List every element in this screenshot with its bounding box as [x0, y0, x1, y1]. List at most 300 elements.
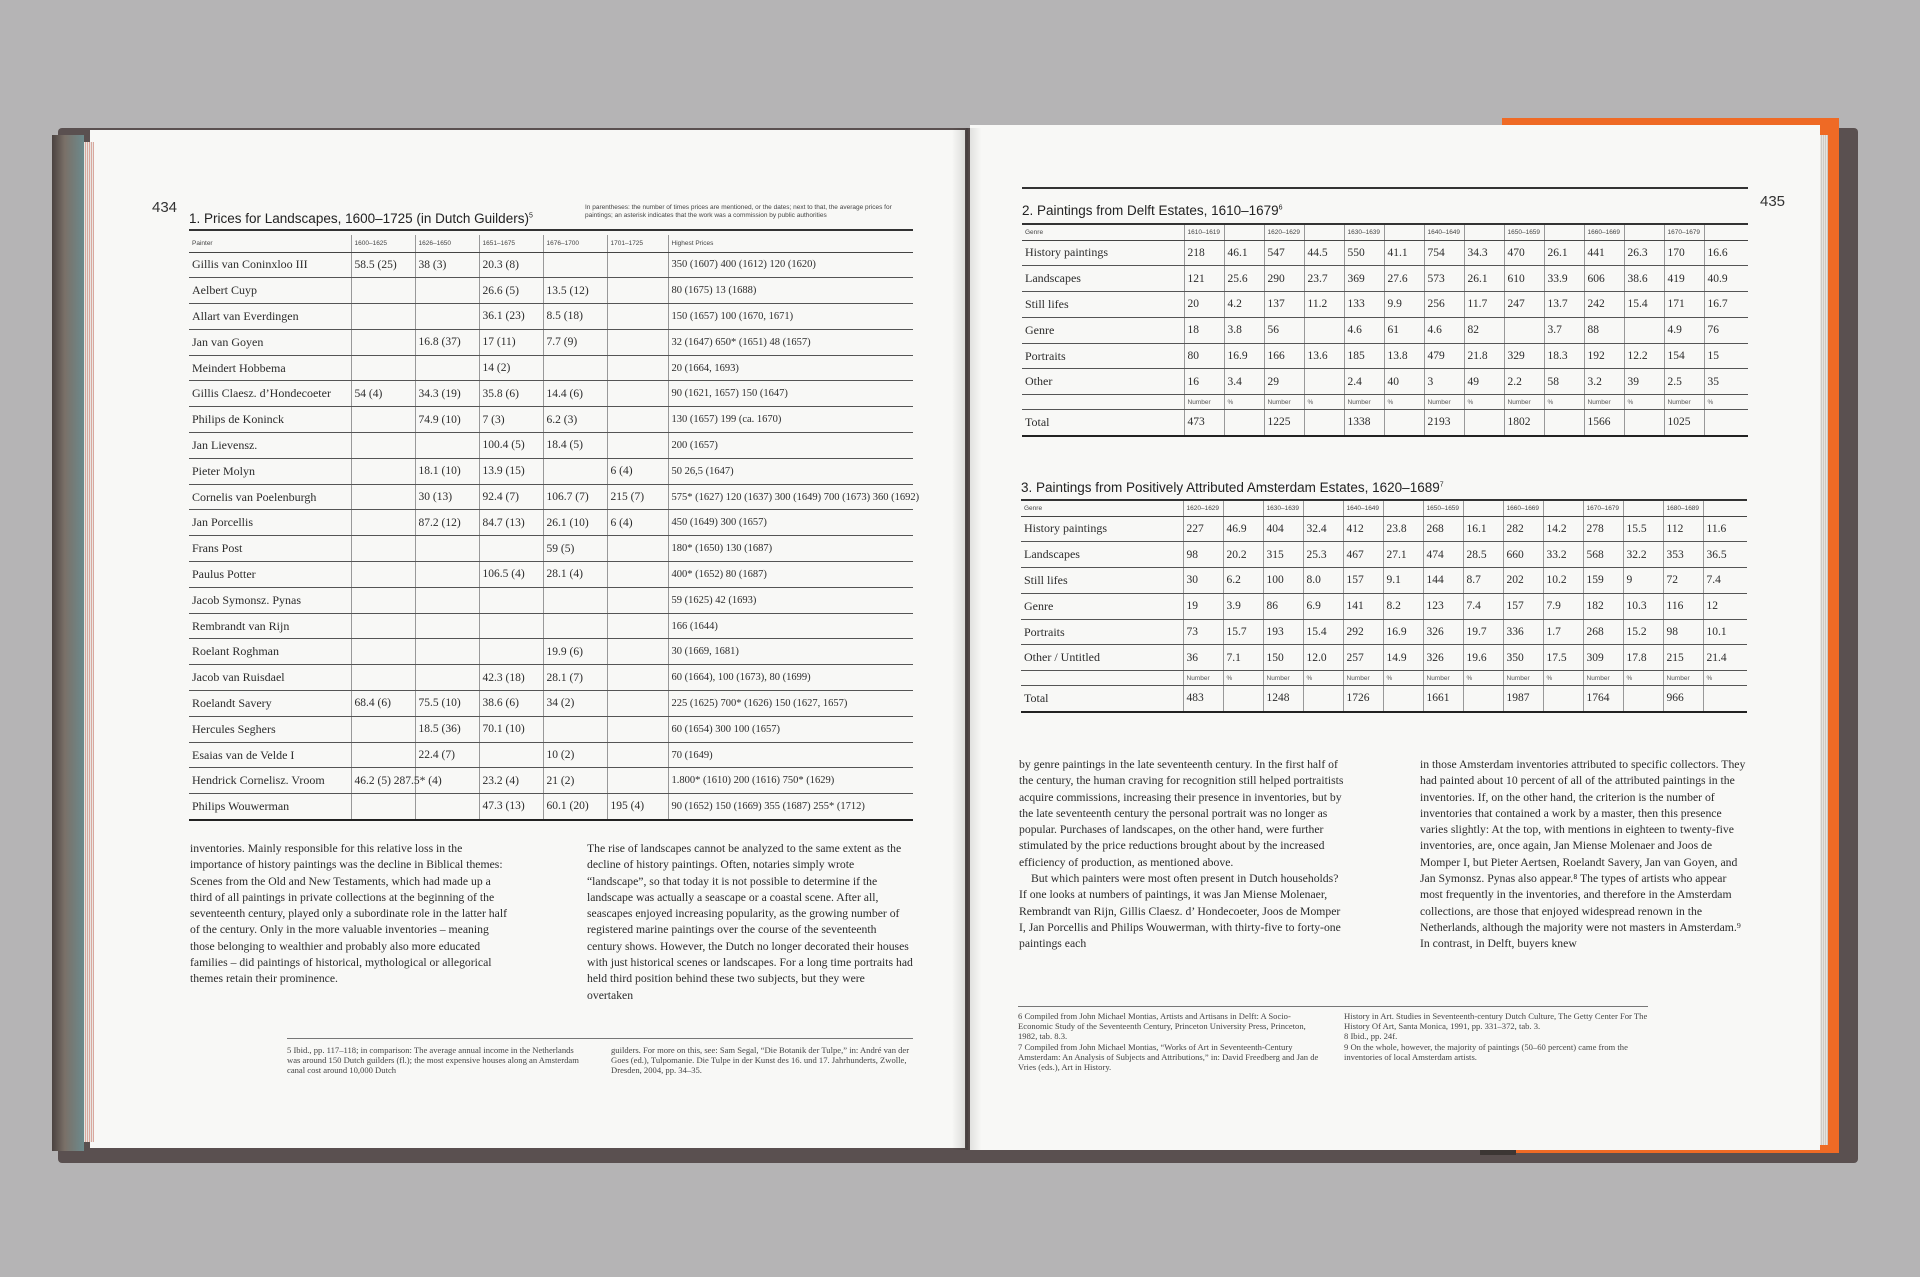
price-cell: [479, 613, 543, 639]
value-cell: [1504, 317, 1544, 343]
value-cell: 40.9: [1704, 266, 1748, 292]
genre-label: History paintings: [1022, 240, 1184, 266]
value-cell: 98: [1183, 542, 1223, 568]
value-cell: 353: [1663, 542, 1703, 568]
value-cell: 369: [1344, 266, 1384, 292]
value-cell: 547: [1264, 240, 1304, 266]
value-cell: 82: [1464, 317, 1504, 343]
value-cell: 112: [1663, 516, 1703, 542]
painter-name: Philips Wouwerman: [189, 794, 351, 820]
price-cell: 106.5 (4): [479, 562, 543, 588]
table-row: [1021, 619, 1747, 645]
price-cell: 28.1 (4): [543, 562, 607, 588]
price-cell: 58.5 (25): [351, 252, 415, 278]
painter-name: Hendrick Cornelisz. Vroom: [189, 768, 351, 794]
total-cell: 2193: [1424, 410, 1464, 436]
total-cell: 1338: [1344, 410, 1384, 436]
value-cell: 610: [1504, 266, 1544, 292]
painter-name: Hercules Seghers: [189, 716, 351, 742]
table2-col-header: 1630–1639: [1344, 225, 1384, 240]
price-cell: 19.9 (6): [543, 639, 607, 665]
value-cell: 2.4: [1344, 369, 1384, 395]
price-cell: [543, 252, 607, 278]
total-cell: 1225: [1264, 410, 1304, 436]
value-cell: 56: [1264, 317, 1304, 343]
price-cell: [351, 278, 415, 304]
unit-label: %: [1464, 395, 1504, 410]
total-row: [1021, 686, 1747, 712]
value-cell: 26.1: [1544, 240, 1584, 266]
table1-header-note: In parentheses: the number of times prices are mentioned, or the dates; next to that, the average prices for paintings; an asterisk indicates that the work was a commission by public authorities: [585, 204, 892, 219]
value-cell: 21.8: [1464, 343, 1504, 369]
value-cell: 16.1: [1463, 516, 1503, 542]
value-cell: 15.2: [1623, 619, 1663, 645]
value-cell: 1.7: [1543, 619, 1583, 645]
highest-prices-cell: 450 (1649) 300 (1657): [668, 510, 913, 536]
unit-label: %: [1384, 395, 1424, 410]
book-gutter: [952, 128, 982, 1150]
price-cell: [415, 639, 479, 665]
value-cell: 33.2: [1543, 542, 1583, 568]
value-cell: 133: [1344, 292, 1384, 318]
genre-label: Genre: [1022, 317, 1184, 343]
value-cell: 8.7: [1463, 568, 1503, 594]
value-cell: 88: [1584, 317, 1624, 343]
price-cell: 87.2 (12): [415, 510, 479, 536]
value-cell: 41.1: [1384, 240, 1424, 266]
price-cell: [607, 768, 668, 794]
unit-label: %: [1224, 395, 1264, 410]
table-row: [189, 613, 913, 639]
table-row: [1021, 645, 1747, 671]
value-cell: 10.2: [1543, 568, 1583, 594]
value-cell: 32.2: [1623, 542, 1663, 568]
total-cell: 1764: [1583, 686, 1623, 712]
table-row: [189, 742, 913, 768]
value-cell: 242: [1584, 292, 1624, 318]
total-cell: 1248: [1263, 686, 1303, 712]
unit-label: Number: [1344, 395, 1384, 410]
painter-name: Gillis Claesz. d’Hondecoeter: [189, 381, 351, 407]
table1-top-rule: [189, 229, 913, 231]
price-cell: 84.7 (13): [479, 510, 543, 536]
table-row: [189, 768, 913, 794]
unit-label: %: [1463, 671, 1503, 686]
painter-name: Jacob Symonsz. Pynas: [189, 587, 351, 613]
highest-prices-cell: 575* (1627) 120 (1637) 300 (1649) 700 (1673) 360 (1692): [668, 484, 913, 510]
price-cell: [351, 665, 415, 691]
table3-col-header: 1650–1659: [1423, 501, 1463, 516]
unit-label: Number: [1264, 395, 1304, 410]
value-cell: 166: [1264, 343, 1304, 369]
value-cell: 6.9: [1303, 593, 1343, 619]
right-col1-paragraph-2: But which painters were most often present in Dutch households? If one looks at numbers of paintings, it was Jan Miense Molenaer, Rembrandt van Rijn, Gillis Claesz. d’ Hondecoeter, Joos de Momper I, Jan Porcellis and Philips Wouwerman, with thirty-five to forty-one paintings each: [1019, 872, 1341, 951]
price-cell: [351, 536, 415, 562]
price-cell: [607, 613, 668, 639]
value-cell: 9: [1623, 568, 1663, 594]
value-cell: [1624, 317, 1664, 343]
total-cell: [1223, 686, 1263, 712]
table3-col-header: [1463, 501, 1503, 516]
footnotes-8-9: History in Art. Studies in Seventeenth-century Dutch Culture, The Getty Center For The History Of Art, Santa Monica, 1991, pp. 331–372, tab. 3. 8 Ibid., pp. 24f. 9 On the whole, however, the majority of paintings (50–60 percent) came from the inventories of local Amsterdam artists.: [1344, 1011, 1648, 1062]
price-cell: 36.1 (23): [479, 304, 543, 330]
price-cell: [415, 355, 479, 381]
table-row: [189, 381, 913, 407]
value-cell: 467: [1343, 542, 1383, 568]
price-cell: [607, 742, 668, 768]
unit-label: Number: [1664, 395, 1704, 410]
value-cell: 14.2: [1543, 516, 1583, 542]
value-cell: 23.7: [1304, 266, 1344, 292]
price-cell: 47.3 (13): [479, 794, 543, 820]
value-cell: 550: [1344, 240, 1384, 266]
value-cell: 15.7: [1223, 619, 1263, 645]
value-cell: 13.8: [1384, 343, 1424, 369]
total-cell: [1384, 410, 1424, 436]
price-cell: 34.3 (19): [415, 381, 479, 407]
highest-prices-cell: 20 (1664, 1693): [668, 355, 913, 381]
unit-label: Number: [1184, 395, 1224, 410]
price-cell: [415, 536, 479, 562]
price-cell: [351, 329, 415, 355]
unit-label: Number: [1183, 671, 1223, 686]
table2-col-header: 1650–1659: [1504, 225, 1544, 240]
value-cell: 49: [1464, 369, 1504, 395]
value-cell: 15.5: [1623, 516, 1663, 542]
left-body-col2: The rise of landscapes cannot be analyzed to the same extent as the decline of history paintings. Often, notaries simply wrote “landscape”, so that today it is not possible to determine if the landscape was actually a seascape or a coastal scene. After all, seascapes enjoyed increasing popularity, as the growing number of registered marine paintings over the course of the seventeenth century shows. However, the Dutch no longer decorated their houses with just historical scenes or landscapes. For a long time portraits had held third position behind these two subjects, but they were overtaken: [587, 842, 913, 1002]
unit-label: Number: [1263, 671, 1303, 686]
value-cell: 4.6: [1424, 317, 1464, 343]
table-row: [1021, 542, 1747, 568]
price-cell: 18.1 (10): [415, 458, 479, 484]
value-cell: 441: [1584, 240, 1624, 266]
value-cell: 7.4: [1463, 593, 1503, 619]
price-cell: [351, 458, 415, 484]
value-cell: 256: [1424, 292, 1464, 318]
value-cell: [1304, 369, 1344, 395]
highest-prices-cell: 200 (1657): [668, 433, 913, 459]
highest-prices-cell: 50 26,5 (1647): [668, 458, 913, 484]
value-cell: 36: [1183, 645, 1223, 671]
painter-name: Meindert Hobbema: [189, 355, 351, 381]
price-cell: [479, 639, 543, 665]
total-cell: 1566: [1584, 410, 1624, 436]
units-row: [1022, 395, 1748, 410]
total-cell: 1726: [1343, 686, 1383, 712]
value-cell: 15.4: [1303, 619, 1343, 645]
table3-title: 3. Paintings from Positively Attributed Amsterdam Estates, 1620–1689$^7$: [1021, 480, 1444, 495]
value-cell: 159: [1583, 568, 1623, 594]
price-cell: 13.5 (12): [543, 278, 607, 304]
value-cell: 98: [1663, 619, 1703, 645]
table-row: [189, 484, 913, 510]
total-cell: [1624, 410, 1664, 436]
painter-name: Philips de Koninck: [189, 407, 351, 433]
price-cell: [351, 716, 415, 742]
value-cell: 7.1: [1223, 645, 1263, 671]
price-cell: 35.8 (6): [479, 381, 543, 407]
table2-delft-estates: [1022, 225, 1748, 437]
table2-col-header: [1464, 225, 1504, 240]
value-cell: 16.9: [1224, 343, 1264, 369]
value-cell: 11.2: [1304, 292, 1344, 318]
price-cell: [607, 407, 668, 433]
value-cell: 4.9: [1664, 317, 1704, 343]
table3-col-header: 1630–1639: [1263, 501, 1303, 516]
price-cell: 18.5 (36): [415, 716, 479, 742]
painter-name: Rembrandt van Rijn: [189, 613, 351, 639]
total-cell: 1661: [1423, 686, 1463, 712]
value-cell: 278: [1583, 516, 1623, 542]
value-cell: 218: [1184, 240, 1224, 266]
value-cell: 4.6: [1344, 317, 1384, 343]
highest-prices-cell: 150 (1657) 100 (1670, 1671): [668, 304, 913, 330]
value-cell: 8.2: [1383, 593, 1423, 619]
price-cell: 42.3 (18): [479, 665, 543, 691]
table1-col-header: 1651–1675: [479, 235, 543, 252]
unit-label: %: [1704, 395, 1748, 410]
value-cell: 16.7: [1704, 292, 1748, 318]
total-row: [1022, 410, 1748, 436]
genre-label: Other / Untitled: [1021, 645, 1183, 671]
value-cell: 193: [1263, 619, 1303, 645]
genre-label: Landscapes: [1021, 542, 1183, 568]
price-cell: [543, 458, 607, 484]
price-cell: 28.1 (7): [543, 665, 607, 691]
table-row: [1022, 266, 1748, 292]
total-cell: [1704, 410, 1748, 436]
value-cell: 9.9: [1384, 292, 1424, 318]
value-cell: 46.9: [1223, 516, 1263, 542]
price-cell: 74.9 (10): [415, 407, 479, 433]
painter-name: Jan van Goyen: [189, 329, 351, 355]
unit-label: Number: [1504, 395, 1544, 410]
value-cell: 16: [1184, 369, 1224, 395]
painter-name: Jan Lievensz.: [189, 433, 351, 459]
price-cell: [351, 639, 415, 665]
unit-label: %: [1543, 671, 1583, 686]
total-cell: 1025: [1664, 410, 1704, 436]
value-cell: 326: [1423, 619, 1463, 645]
total-cell: Total: [1021, 686, 1183, 712]
value-cell: 3.2: [1584, 369, 1624, 395]
value-cell: 227: [1183, 516, 1223, 542]
price-cell: 75.5 (10): [415, 691, 479, 717]
value-cell: 470: [1504, 240, 1544, 266]
price-cell: [351, 742, 415, 768]
highest-prices-cell: 350 (1607) 400 (1612) 120 (1620): [668, 252, 913, 278]
value-cell: 121: [1184, 266, 1224, 292]
total-cell: 966: [1663, 686, 1703, 712]
table3-col-header: [1383, 501, 1423, 516]
price-cell: [415, 304, 479, 330]
painter-name: Jan Porcellis: [189, 510, 351, 536]
price-cell: 106.7 (7): [543, 484, 607, 510]
painter-name: Paulus Potter: [189, 562, 351, 588]
total-cell: [1463, 686, 1503, 712]
value-cell: 72: [1663, 568, 1703, 594]
price-cell: [479, 742, 543, 768]
value-cell: 20.2: [1223, 542, 1263, 568]
price-cell: 46.2 (5) 287.5* (4): [351, 768, 415, 794]
value-cell: 215: [1663, 645, 1703, 671]
painter-name: Pieter Molyn: [189, 458, 351, 484]
value-cell: 20: [1184, 292, 1224, 318]
price-cell: 10 (2): [543, 742, 607, 768]
price-cell: 59 (5): [543, 536, 607, 562]
value-cell: 137: [1264, 292, 1304, 318]
price-cell: [415, 587, 479, 613]
value-cell: 29: [1264, 369, 1304, 395]
total-cell: Total: [1022, 410, 1184, 436]
price-cell: [607, 252, 668, 278]
table2-col-header: [1544, 225, 1584, 240]
table2-title: 2. Paintings from Delft Estates, 1610–1679$^6$: [1022, 203, 1283, 218]
price-cell: [415, 278, 479, 304]
value-cell: 141: [1343, 593, 1383, 619]
genre-label: Still lifes: [1022, 292, 1184, 318]
price-cell: [607, 355, 668, 381]
highest-prices-cell: 130 (1657) 199 (ca. 1670): [668, 407, 913, 433]
value-cell: 38.6: [1624, 266, 1664, 292]
table-row: [1022, 343, 1748, 369]
value-cell: 23.8: [1383, 516, 1423, 542]
table2-col-header: [1624, 225, 1664, 240]
value-cell: 2.5: [1664, 369, 1704, 395]
value-cell: 80: [1184, 343, 1224, 369]
table2-col-header: 1660–1669: [1584, 225, 1624, 240]
price-cell: [351, 304, 415, 330]
value-cell: 568: [1583, 542, 1623, 568]
price-cell: [351, 587, 415, 613]
value-cell: 479: [1424, 343, 1464, 369]
table-row: [189, 536, 913, 562]
painter-name: Jacob van Ruisdael: [189, 665, 351, 691]
value-cell: 46.1: [1224, 240, 1264, 266]
value-cell: 336: [1503, 619, 1543, 645]
value-cell: 3: [1424, 369, 1464, 395]
genre-label: History paintings: [1021, 516, 1183, 542]
table1-title: 1. Prices for Landscapes, 1600–1725 (in Dutch Guilders)$^5$: [189, 211, 533, 226]
right-body-col1: [1019, 757, 1347, 953]
unit-label: %: [1303, 671, 1343, 686]
value-cell: 182: [1583, 593, 1623, 619]
value-cell: 2.2: [1504, 369, 1544, 395]
value-cell: 9.1: [1383, 568, 1423, 594]
table3-col-header: 1620–1629: [1183, 501, 1223, 516]
value-cell: 26.1: [1464, 266, 1504, 292]
price-cell: [479, 587, 543, 613]
table-row: [1021, 593, 1747, 619]
table2-col-header: [1384, 225, 1424, 240]
table2-col-header: [1704, 225, 1748, 240]
unit-label: Number: [1343, 671, 1383, 686]
table1-col-header: Highest Prices: [668, 235, 913, 252]
genre-label: Genre: [1021, 593, 1183, 619]
highest-prices-cell: 60 (1664), 100 (1673), 80 (1699): [668, 665, 913, 691]
price-cell: 20.3 (8): [479, 252, 543, 278]
value-cell: 13.6: [1304, 343, 1344, 369]
value-cell: 27.1: [1383, 542, 1423, 568]
unit-label: Number: [1423, 671, 1463, 686]
table2-col-header: [1304, 225, 1344, 240]
unit-label: [1022, 395, 1184, 410]
table-row: [1021, 568, 1747, 594]
unit-label: %: [1703, 671, 1747, 686]
price-cell: [607, 304, 668, 330]
total-cell: [1383, 686, 1423, 712]
table-row: [189, 304, 913, 330]
value-cell: 21.4: [1703, 645, 1747, 671]
painter-name: Gillis van Coninxloo III: [189, 252, 351, 278]
table3-col-header: [1223, 501, 1263, 516]
left-page-stack: [84, 142, 94, 1142]
value-cell: 100: [1263, 568, 1303, 594]
table1-col-header: 1701–1725: [607, 235, 668, 252]
table-row: [189, 329, 913, 355]
table3-col-header: 1680–1689: [1663, 501, 1703, 516]
price-cell: 26.1 (10): [543, 510, 607, 536]
value-cell: 12.2: [1624, 343, 1664, 369]
value-cell: 268: [1583, 619, 1623, 645]
price-cell: 22.4 (7): [415, 742, 479, 768]
value-cell: 157: [1343, 568, 1383, 594]
table3-col-header: [1543, 501, 1583, 516]
price-cell: 195 (4): [607, 794, 668, 820]
price-cell: 70.1 (10): [479, 716, 543, 742]
price-cell: [415, 794, 479, 820]
price-cell: [415, 562, 479, 588]
price-cell: [351, 794, 415, 820]
table-row: [189, 691, 913, 717]
table3-col-header: 1670–1679: [1583, 501, 1623, 516]
table1-prices-landscapes: [189, 235, 920, 821]
table-row: [189, 794, 913, 820]
value-cell: 419: [1664, 266, 1704, 292]
price-cell: 6.2 (3): [543, 407, 607, 433]
value-cell: 32.4: [1303, 516, 1343, 542]
right-page-stack: [1820, 135, 1828, 1145]
price-cell: 60.1 (20): [543, 794, 607, 820]
table-row: [189, 433, 913, 459]
table2-col-header: 1670–1679: [1664, 225, 1704, 240]
value-cell: 202: [1503, 568, 1543, 594]
price-cell: 215 (7): [607, 484, 668, 510]
unit-label: Number: [1583, 671, 1623, 686]
price-cell: [607, 433, 668, 459]
highest-prices-cell: 90 (1621, 1657) 150 (1647): [668, 381, 913, 407]
table3-amsterdam-estates: [1021, 501, 1747, 713]
units-row: [1021, 671, 1747, 686]
value-cell: 13.7: [1544, 292, 1584, 318]
value-cell: 4.2: [1224, 292, 1264, 318]
value-cell: 18: [1184, 317, 1224, 343]
value-cell: 34.3: [1464, 240, 1504, 266]
right-page-number: 435: [1760, 193, 1786, 210]
footnote-5: 5 Ibid., pp. 117–118; in comparison: The average annual income in the Netherlands was around 150 Dutch guilders (fl.); the most expensive houses along an Amsterdam canal cost around 10,000 Dutch: [287, 1045, 579, 1076]
value-cell: 17.8: [1623, 645, 1663, 671]
price-cell: 17 (11): [479, 329, 543, 355]
price-cell: 6 (4): [607, 510, 668, 536]
right-col1-paragraph-1: by genre paintings in the late seventeenth century. In the first half of the century, the human craving for recognition still helped portraitists acquire commissions, increasing their presence in inventories, but by the late seventeenth century the personal portrait was no longer as popular. Purchases of landscapes, on the other hand, were further stimulated by the price reductions brought about by the increased efficiency of production, as mentioned above.: [1019, 758, 1344, 869]
unit-label: %: [1383, 671, 1423, 686]
right-footnote-rule: [1018, 1006, 1648, 1007]
painter-name: Roelant Roghman: [189, 639, 351, 665]
unit-label: %: [1544, 395, 1584, 410]
value-cell: 150: [1263, 645, 1303, 671]
value-cell: 35: [1704, 369, 1748, 395]
value-cell: 154: [1664, 343, 1704, 369]
